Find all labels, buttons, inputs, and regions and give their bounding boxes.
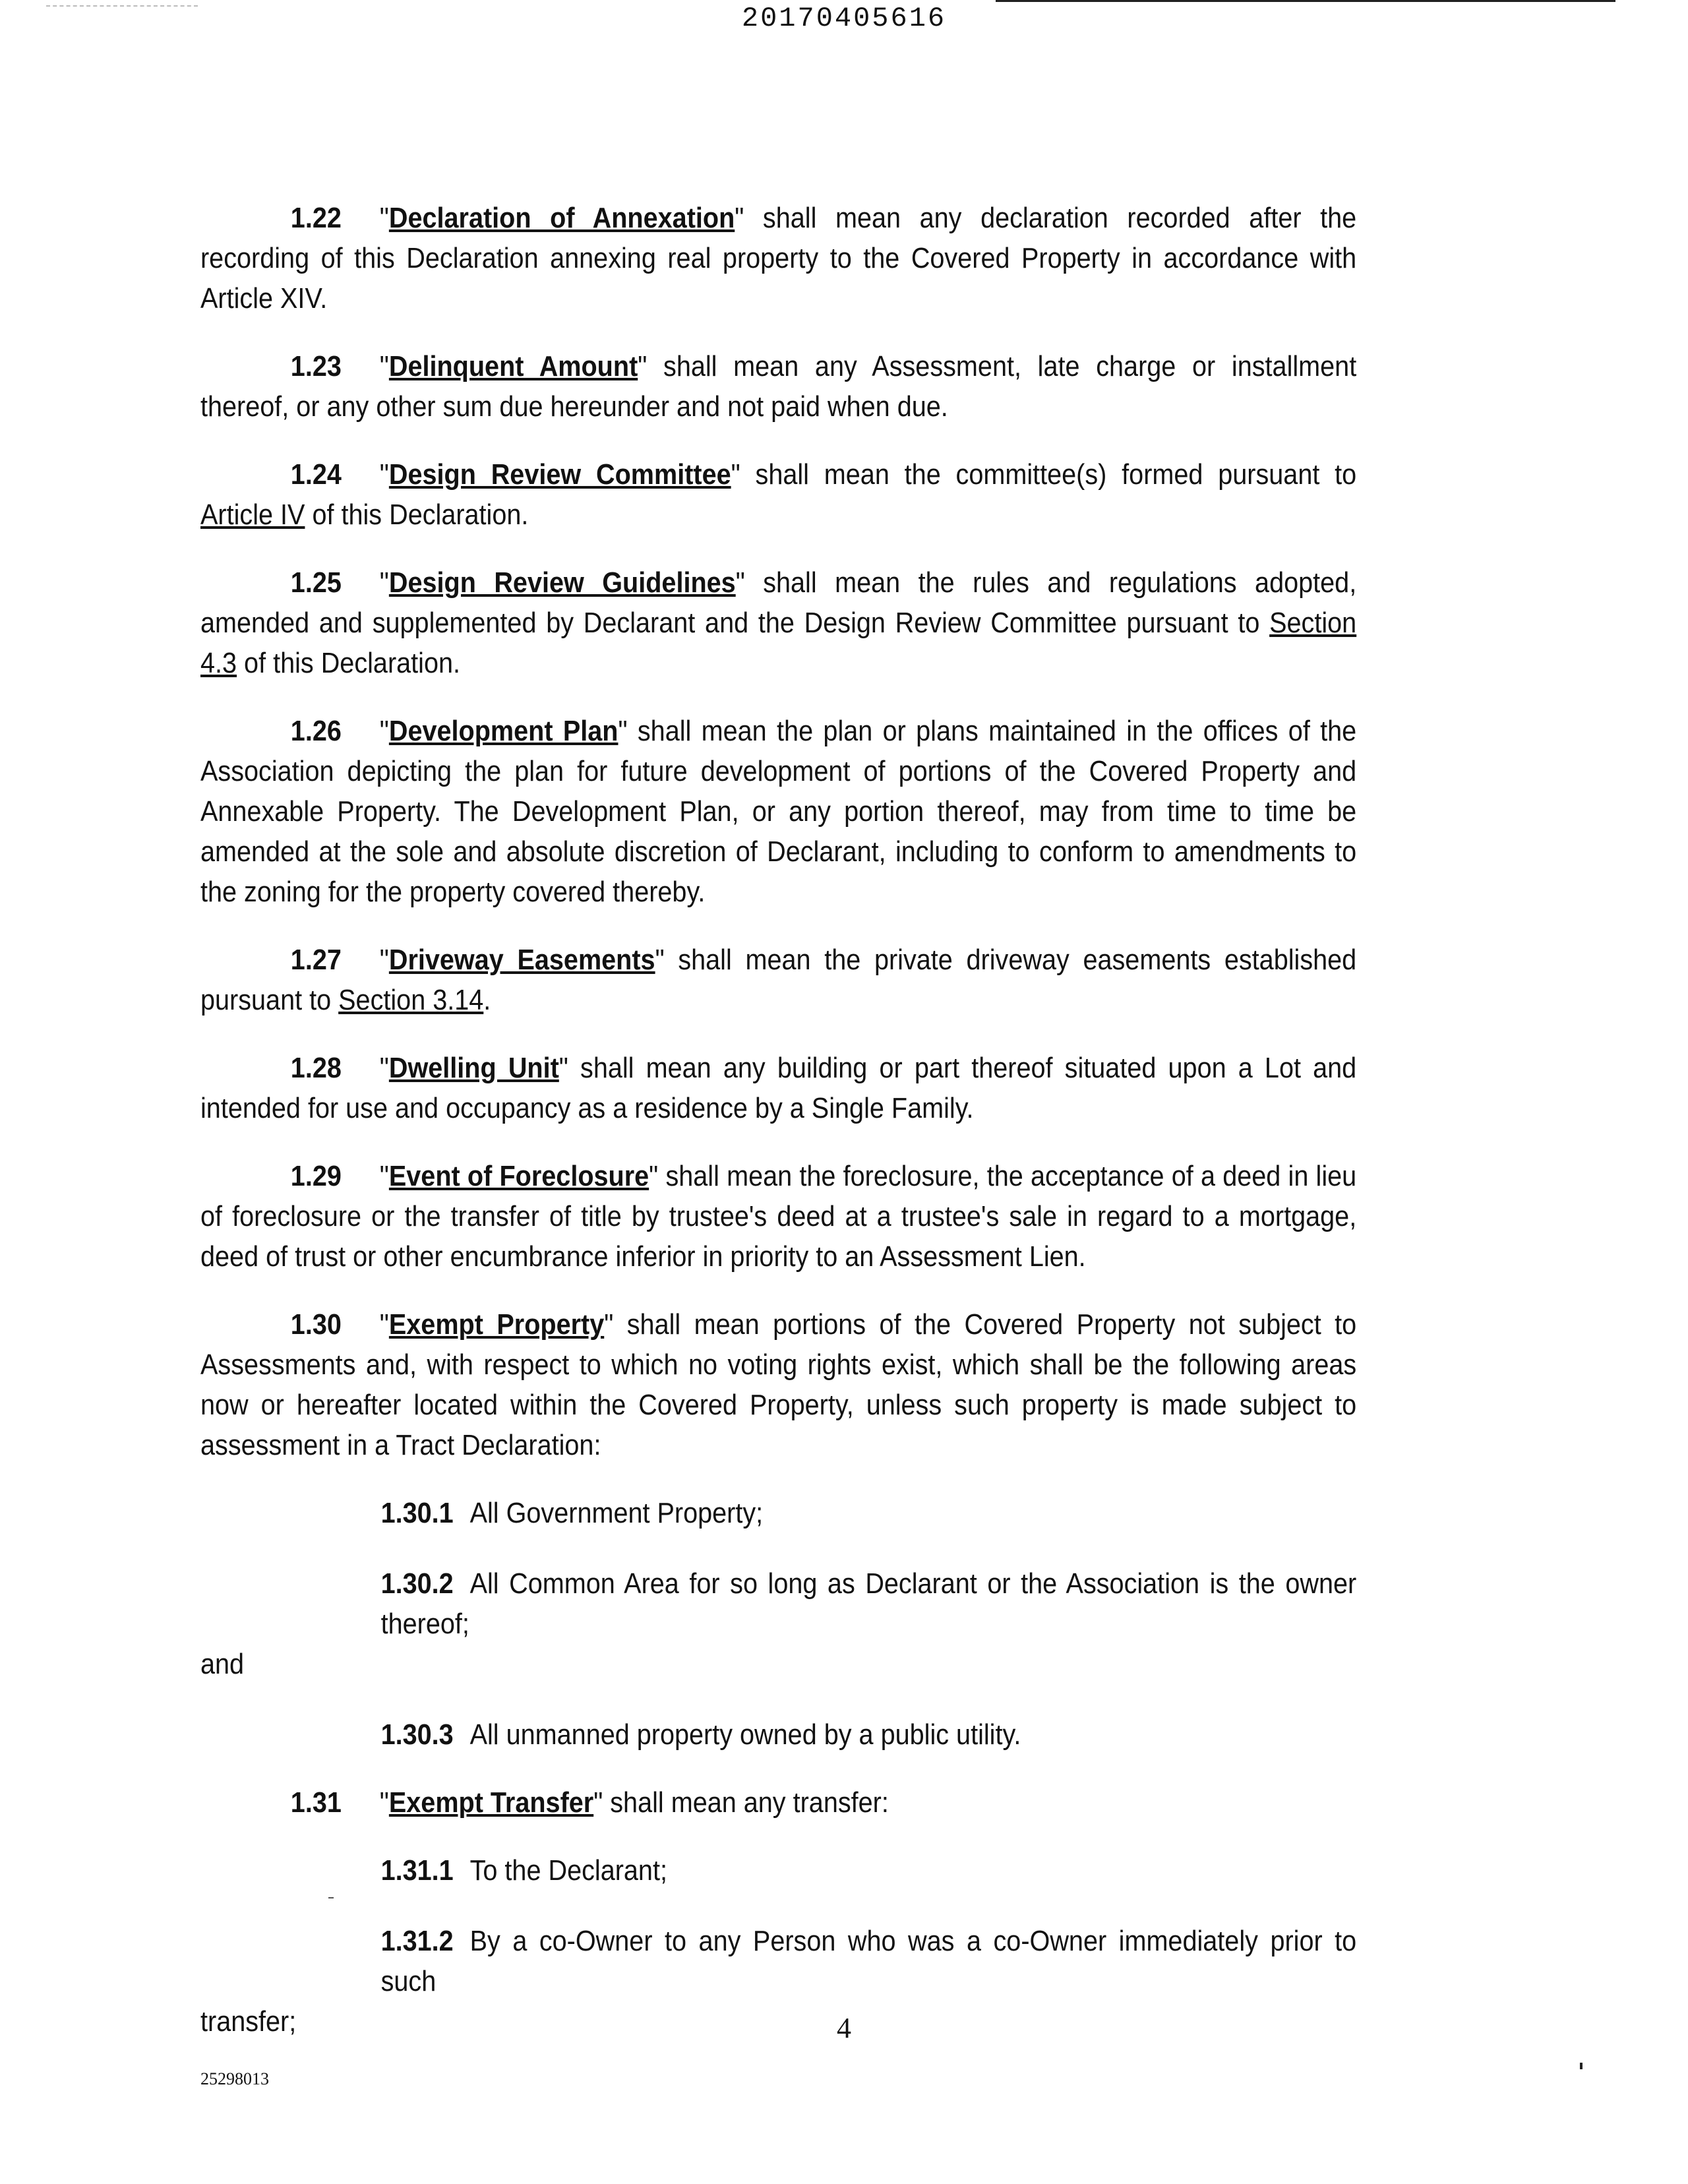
definition-1-25: 1.25 "Design Review Guidelines" shall mean the rules and regulations adopted, amended and supplemented by Declarant and the Design Review Committee pursuant to Section 4.3 of this Declaration. [200,562,1356,683]
definition-1-31: 1.31 "Exempt Transfer" shall mean any transfer: [200,1782,1356,1823]
section-number: 1.22 [290,202,342,234]
defined-term: Event of Foreclosure [388,1160,649,1192]
section-number: 1.24 [290,458,342,491]
transfer-continuation: transfer; [200,2005,297,2038]
recording-number: 20170405616 [741,3,947,34]
document-id: 25298013 [200,2069,269,2088]
defined-term: Dwelling Unit [388,1052,559,1084]
section-number: 1.28 [290,1052,342,1084]
defined-term: Design Review Committee [388,458,731,491]
definition-1-23: 1.23 "Delinquent Amount" shall mean any Assessment, late charge or installment thereof, or any other sum due hereunder and not paid when due. [200,346,1356,427]
defined-term: Delinquent Amount [388,350,638,382]
definition-text: shall mean the private driveway easements established pursuant to [200,944,1357,1016]
cross-reference: Section 3.14 [338,984,484,1016]
definition-1-26: 1.26 "Development Plan" shall mean the plan or plans maintained in the offices of the Association depicting the plan for future development of portions of the Covered Property and Annexable Property. The Development Plan, or any portion thereof, may from time to time be amended at the sole and absolute discretion of Declarant, including to conform to amendments to the zoning for the property covered thereby. [200,711,1356,912]
exempt-transfer-item-1 [381,1850,1357,1891]
item-number: 1.30.2 [380,1567,454,1600]
definition-1-27: 1.27 "Driveway Easements" shall mean the private driveway easements established pursuant to Section 3.14. [200,940,1356,1020]
defined-term: Exempt Property [388,1308,605,1341]
item-number: 1.31.2 [380,1925,454,1957]
item-text: All Common Area for so long as Declarant or the Association is the owner thereof; [380,1567,1357,1640]
section-number: 1.26 [290,715,342,747]
section-number: 1.23 [290,350,342,382]
definition-1-30: 1.30 "Exempt Property" shall mean portions of the Covered Property not subject to Assessments and, with respect to which no voting rights exist, which shall be the following areas now or hereafter located within the Covered Property, unless such property is made subject to assessment in a Tract Declaration: [200,1304,1356,1465]
item-text: By a co-Owner to any Person who was a co-Owner immediately prior to such [380,1925,1357,1997]
defined-term: Design Review Guidelines [388,566,736,599]
item-number: 1.30.1 [380,1497,454,1529]
definition-text: shall mean any building or part thereof situated upon a Lot and intended for use and occupancy as a residence by a Single Family. [200,1052,1357,1124]
definition-text: shall mean portions of the Covered Property not subject to Assessments and, with respect to which no voting rights exist, which shall be the following areas now or hereafter located within the Covered Property, unless such property is made subject to assessment in a Tract Declaration: [200,1308,1357,1461]
exempt-property-item-3 [381,1714,1357,1755]
defined-term: Declaration of Annexation [388,202,735,234]
section-number: 1.30 [290,1308,342,1341]
exempt-property-item-2 [381,1563,1357,1644]
definition-text-end: . [483,984,491,1016]
definition-text: shall mean the rules and regulations adopted, amended and supplemented by Declarant and the Design Review Committee pursuant to [200,566,1357,639]
definition-1-29: 1.29 "Event of Foreclosure" shall mean the foreclosure, the acceptance of a deed in lieu of foreclosure or the transfer of title by trustee's deed at a trustee's sale in regard to a mortgage, deed of trust or other encumbrance inferior in priority to an Assessment Lien. [200,1156,1356,1277]
item-text: All unmanned property owned by a public utility. [469,1718,1021,1751]
definition-text: shall mean any declaration recorded after the recording of this Declaration annexing real property to the Covered Property in accordance with Article XIV. [200,202,1357,315]
exempt-transfer-item-2 [381,1921,1357,2001]
scan-artifact-dot [1580,2063,1582,2069]
section-number: 1.25 [290,566,342,599]
item-text: To the Declarant; [469,1854,667,1887]
and-conjunction: and [200,1648,245,1680]
section-number: 1.29 [290,1160,342,1192]
section-number: 1.31 [290,1786,342,1819]
definition-1-28: 1.28 "Dwelling Unit" shall mean any building or part thereof situated upon a Lot and intended for use and occupancy as a residence by a Single Family. [200,1048,1356,1128]
section-number: 1.27 [290,944,342,976]
cross-reference: Article IV [200,499,305,531]
definition-text: shall mean the foreclosure, the acceptance of a deed in lieu of foreclosure or the transfer of title by trustee's deed at a trustee's sale in regard to a mortgage, deed of trust or other encumbrance inferior in priority to an Assessment Lien. [200,1160,1357,1273]
page-number: 4 [837,2012,851,2044]
exempt-property-item-1 [381,1493,1357,1533]
definition-text: shall mean any Assessment, late charge or installment thereof, or any other sum due hereunder and not paid when due. [200,350,1357,423]
definition-text: shall mean the plan or plans maintained in the offices of the Association depicting the plan for future development of portions of the Covered Property and Annexable Property. The Development Plan, or any portion thereof, may from time to time be amended at the sole and absolute discretion of Declarant, including to conform to amendments to the zoning for the property covered thereby. [200,715,1357,908]
document-body [200,198,1356,2042]
scan-artifact-line-right [996,0,1615,2]
definition-text: shall mean any transfer: [603,1786,889,1819]
definition-1-24: 1.24 "Design Review Committee" shall mean the committee(s) formed pursuant to Article IV of this Declaration. [200,454,1356,535]
defined-term: Driveway Easements [388,944,655,976]
definition-text-end: of this Declaration. [237,647,461,679]
item-text: All Government Property; [469,1497,764,1529]
item-number: 1.30.3 [380,1718,454,1751]
definition-text: shall mean the committee(s) formed pursuant to [740,458,1357,491]
defined-term: Development Plan [388,715,618,747]
scan-artifact-mark [328,1897,334,1898]
cross-reference: Section 4.3 [200,607,1357,679]
item-number: 1.31.1 [380,1854,454,1887]
defined-term: Exempt Transfer [388,1786,594,1819]
definition-1-22: 1.22 "Declaration of Annexation" shall mean any declaration recorded after the recording of this Declaration annexing real property to the Covered Property in accordance with Article XIV. [200,198,1356,318]
definition-text-end: of this Declaration. [305,499,529,531]
